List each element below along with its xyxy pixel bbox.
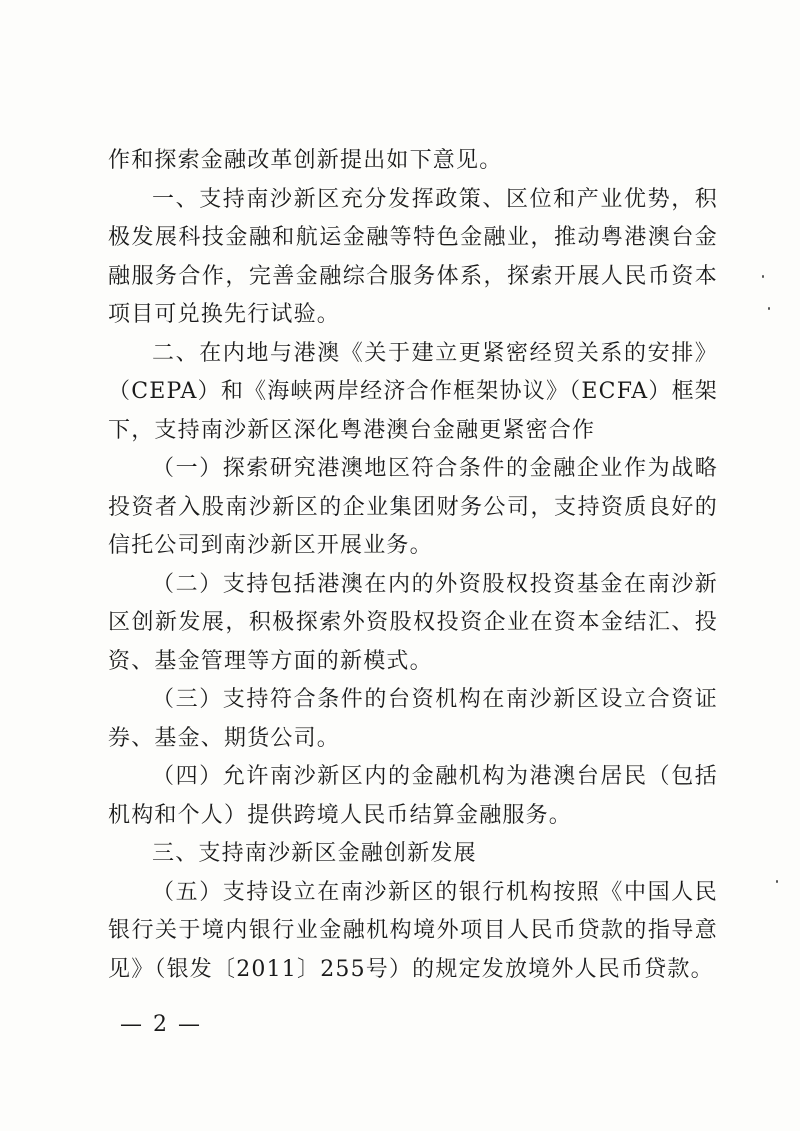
page-number: — 2 — <box>120 1012 202 1037</box>
document-body <box>108 142 718 989</box>
scan-speck <box>776 880 778 883</box>
paragraph-item-4: （四）允许南沙新区内的金融机构为港澳台居民（包括机构和个人）提供跨境人民币结算金融服务。 <box>108 764 718 828</box>
paragraph-section-2: 二、在内地与港澳《关于建立更紧密经贸关系的安排》（CEPA）和《海峡两岸经济合作框架协议》（ECFA）框架下，支持南沙新区深化粤港澳台金融更紧密合作 <box>108 340 718 443</box>
paragraph-section-1: 一、支持南沙新区充分发挥政策、区位和产业优势，积极发展科技金融和航运金融等特色金融业，推动粤港澳台金融服务合作，完善金融综合服务体系，探索开展人民币资本项目可兑换先行试验。 <box>108 186 718 327</box>
scan-speck <box>768 307 770 310</box>
paragraph-item-2: （二）支持包括港澳在内的外资股权投资基金在南沙新区创新发展，积极探索外资股权投资企业在资本金结汇、投资、基金管理等方面的新模式。 <box>108 571 718 674</box>
paragraph-item-1: （一）探索研究港澳地区符合条件的金融企业作为战略投资者入股南沙新区的企业集团财务公司，支持资质良好的信托公司到南沙新区开展业务。 <box>108 456 718 558</box>
paragraph-item-3: （三）支持符合条件的台资机构在南沙新区设立合资证券、基金、期货公司。 <box>108 687 718 751</box>
scan-speck <box>762 275 764 278</box>
paragraph-intro-tail: 作和探索金融改革创新提出如下意见。 <box>108 148 503 173</box>
paragraph-section-3: 三、支持南沙新区金融创新发展 <box>152 841 477 866</box>
paragraph-item-5: （五）支持设立在南沙新区的银行机构按照《中国人民银行关于境内银行业金融机构境外项目人民币贷款的指导意见》（银发〔2011〕255号）的规定发放境外人民币贷款。 <box>108 879 718 982</box>
